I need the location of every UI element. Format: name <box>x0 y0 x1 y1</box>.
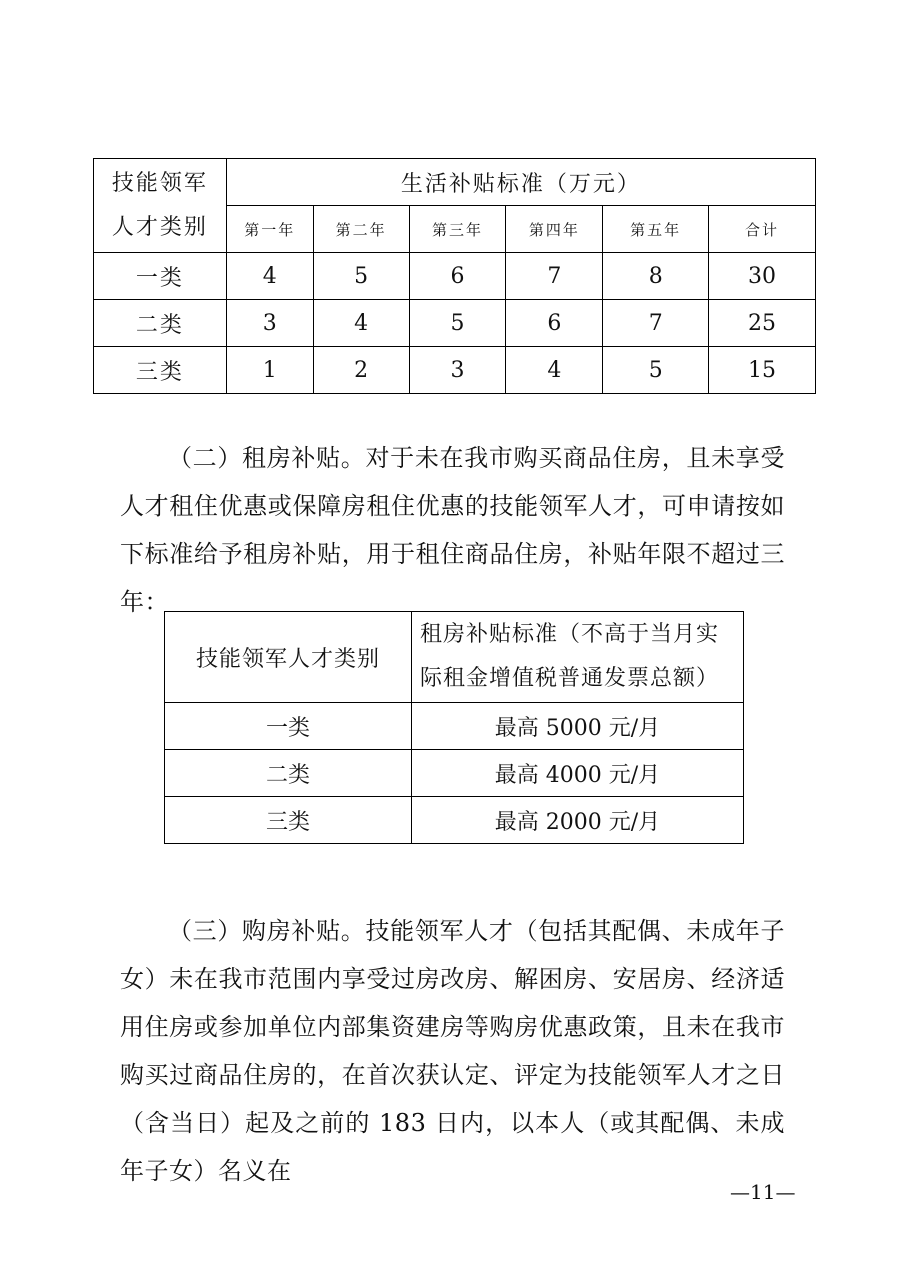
row-label: 二类 <box>94 300 227 347</box>
table-cell: 25 <box>709 300 816 347</box>
rent-subsidy-table <box>164 611 744 844</box>
year-header: 第三年 <box>409 206 506 253</box>
table-cell: 15 <box>709 347 816 394</box>
table-cell: 7 <box>506 253 603 300</box>
table-cell: 4 <box>226 253 313 300</box>
living-subsidy-header: 生活补贴标准（万元） <box>226 159 815 206</box>
rent-standard-header: 租房补贴标准（不高于当月实际租金增值税普通发票总额） <box>412 612 744 703</box>
category-header-line2: 人才类别 <box>111 214 208 240</box>
table-cell: 2 <box>313 347 409 394</box>
table-cell: 1 <box>226 347 313 394</box>
year-header: 第二年 <box>313 206 409 253</box>
table-cell: 7 <box>603 300 709 347</box>
table-row <box>94 347 816 394</box>
table-row <box>165 750 744 797</box>
table-cell: 3 <box>409 347 506 394</box>
table-cell: 4 <box>506 347 603 394</box>
paragraph-purchase-subsidy: （三）购房补贴。技能领军人才（包括其配偶、未成年子女）未在我市范围内享受过房改房、解困房、安居房、经济适用住房或参加单位内部集资建房等购房优惠政策，且未在我市购买过商品住房的，在首次获认定、评定为技能领军人才之日（含当日）起及之前的 183 日内，以本人（或其配偶、未成年子女）名义在 <box>120 917 785 1185</box>
table-cell: 3 <box>226 300 313 347</box>
table-row <box>165 797 744 844</box>
table-cell: 30 <box>709 253 816 300</box>
year-header: 第五年 <box>603 206 709 253</box>
row-label: 一类 <box>165 703 412 750</box>
table-cell: 5 <box>603 347 709 394</box>
paragraph-rent-subsidy: （二）租房补贴。对于未在我市购买商品住房，且未享受人才租住优惠或保障房租住优惠的技能领军人才，可申请按如下标准给予租房补贴，用于租住商品住房，补贴年限不超过三年： <box>120 444 785 616</box>
table-cell: 5 <box>313 253 409 300</box>
row-label: 三类 <box>165 797 412 844</box>
table-cell: 6 <box>409 253 506 300</box>
table-cell: 6 <box>506 300 603 347</box>
row-label: 二类 <box>165 750 412 797</box>
year-header: 第四年 <box>506 206 603 253</box>
table-cell: 最高 5000 元/月 <box>412 703 744 750</box>
category-header-line1: 技能领军 <box>111 170 208 196</box>
table-row <box>165 703 744 750</box>
table-cell: 5 <box>409 300 506 347</box>
row-label: 一类 <box>94 253 227 300</box>
row-label: 三类 <box>94 347 227 394</box>
table-cell: 最高 4000 元/月 <box>412 750 744 797</box>
page-number: —11— <box>730 1180 796 1204</box>
table-cell: 8 <box>603 253 709 300</box>
table-cell: 4 <box>313 300 409 347</box>
living-subsidy-table <box>93 158 816 394</box>
year-header: 第一年 <box>226 206 313 253</box>
rent-category-header: 技能领军人才类别 <box>165 612 412 703</box>
total-header: 合计 <box>709 206 816 253</box>
category-header-cell <box>94 159 227 253</box>
table-cell: 最高 2000 元/月 <box>412 797 744 844</box>
table-row <box>94 253 816 300</box>
table-row <box>94 300 816 347</box>
